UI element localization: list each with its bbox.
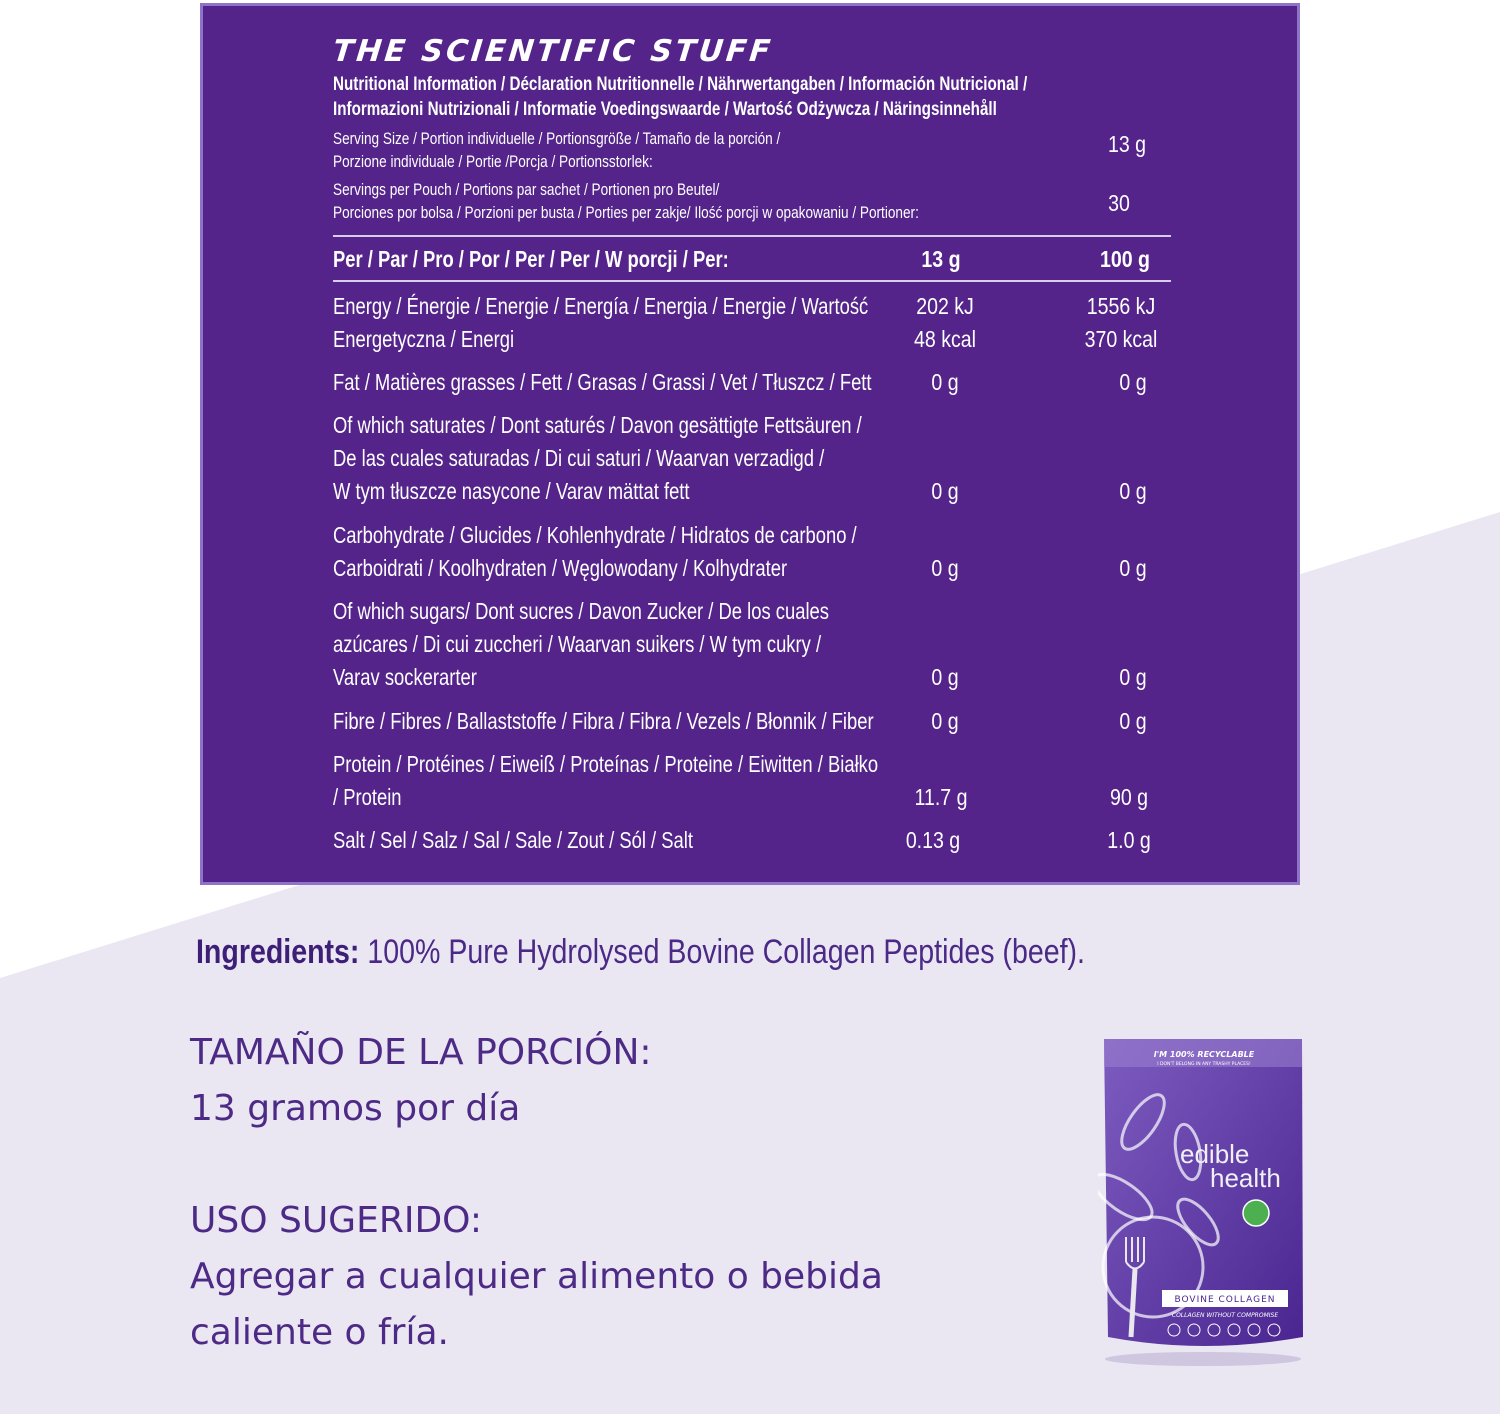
salt-label: Salt / Sel / Salz / Sal / Sale / Zout / Sól / Salt — [333, 827, 693, 853]
energy-kcal-13g: 48 kcal — [914, 326, 976, 352]
sugars-label-line2: azúcares / Di cui zuccheri / Waarvan suikers / W tym cukry / — [333, 631, 822, 657]
serving-size-value: 13 g — [1107, 131, 1147, 157]
sugars-13g: 0 g — [931, 664, 959, 690]
servings-per-pouch-label-line1: Servings per Pouch / Portions par sachet / Portionen pro Beutel/ — [333, 180, 720, 199]
saturates-label-line2: De las cuales saturadas / Di cui saturi / Waarvan verzadigd / — [333, 445, 825, 471]
usage-line1: Agregar a cualquier alimento o bebida — [190, 1256, 883, 1297]
sugars-100g: 0 g — [1119, 664, 1147, 690]
fibre-13g: 0 g — [931, 708, 959, 734]
saturates-13g: 0 g — [931, 478, 959, 504]
fat-13g: 0 g — [931, 369, 959, 395]
serving-heading: TAMAÑO DE LA PORCIÓN: — [190, 1032, 652, 1073]
energy-kcal-100g: 370 kcal — [1084, 326, 1158, 352]
ingredients-text: 100% Pure Hydrolysed Bovine Collagen Peptides (beef). — [367, 933, 1085, 971]
serving-text: 13 gramos por día — [190, 1088, 521, 1129]
pouch-brand-line2: health — [1210, 1163, 1281, 1193]
salt-100g: 1.0 g — [1107, 827, 1151, 853]
energy-kj-13g: 202 kJ — [916, 293, 974, 319]
servings-per-pouch-value: 30 — [1108, 190, 1130, 216]
nutrition-panel — [200, 3, 1300, 885]
carbohydrate-100g: 0 g — [1119, 555, 1147, 581]
column-header-100g: 100 g — [1099, 246, 1150, 272]
nutrition-heading-line1: Nutritional Information / Déclaration Nutritionnelle / Nährwertangaben / Información Nutricional / — [333, 74, 1028, 95]
fibre-100g: 0 g — [1119, 708, 1147, 734]
energy-kj-100g: 1556 kJ — [1086, 293, 1156, 319]
product-pouch-image — [1098, 1037, 1308, 1367]
fat-label: Fat / Matières grasses / Fett / Grasas / Grassi / Vet / Tłuszcz / Fett — [333, 369, 872, 395]
protein-100g: 90 g — [1109, 784, 1149, 810]
fibre-label: Fibre / Fibres / Ballaststoffe / Fibra / Fibra / Vezels / Błonnik / Fiber — [333, 708, 874, 734]
pouch-recyclable-subtext: I DON'T BELONG IN ANY TRASHY PLACES! — [1157, 1062, 1251, 1067]
energy-label-line2: Energetyczna / Energi — [333, 326, 515, 352]
pouch-product-name: BOVINE COLLAGEN — [1174, 1295, 1276, 1305]
salt-13g: 0.13 g — [905, 827, 961, 853]
divider-top — [333, 235, 1171, 237]
divider-header — [333, 280, 1171, 282]
pouch-brand-line1: edible — [1180, 1139, 1250, 1169]
carbohydrate-label-line1: Carbohydrate / Glucides / Kohlenhydrate / Hidratos de carbono / — [333, 522, 857, 548]
pouch-tagline: COLLAGEN WITHOUT COMPROMISE — [1171, 1312, 1279, 1319]
usage-line2: caliente o fría. — [190, 1312, 449, 1353]
ingredients-label: Ingredients: — [196, 933, 360, 971]
protein-label-line2: / Protein — [333, 784, 402, 810]
protein-label-line1: Protein / Protéines / Eiweiß / Proteínas / Proteine / Eiwitten / Białko — [333, 751, 879, 777]
nutrition-heading-line2: Informazioni Nutrizionali / Informatie Voedingswaarde / Wartość Odżywcza / Näringsinnehåll — [333, 99, 997, 120]
carbohydrate-13g: 0 g — [931, 555, 959, 581]
serving-size-label-line1: Serving Size / Portion individuelle / Portionsgröße / Tamaño de la porción / — [333, 129, 781, 148]
saturates-label-line1: Of which saturates / Dont saturés / Davon gesättigte Fettsäuren / — [333, 412, 862, 438]
sugars-label-line3: Varav sockerarter — [333, 664, 477, 690]
protein-13g: 11.7 g — [914, 784, 968, 810]
serving-size-label-line2: Porzione individuale / Portie /Porcja / Portionsstorlek: — [333, 152, 653, 171]
saturates-label-line3: W tym tłuszcze nasycone / Varav mättat fett — [333, 478, 690, 504]
pouch-recyclable-text: I'M 100% RECYCLABLE — [1153, 1050, 1255, 1059]
panel-title: THE SCIENTIFIC STUFF — [331, 34, 775, 69]
servings-per-pouch-label-line2: Porciones por bolsa / Porzioni per busta / Porties per zakje/ Ilość porcji w opakowaniu / Portioner: — [333, 203, 919, 222]
per-column-label: Per / Par / Pro / Por / Per / Per / W porcji / Per: — [333, 246, 729, 272]
column-header-13g: 13 g — [921, 246, 961, 272]
certification-badge-icon — [1243, 1200, 1269, 1226]
carbohydrate-label-line2: Carboidrati / Koolhydraten / Węglowodany / Kolhydrater — [333, 555, 788, 581]
saturates-100g: 0 g — [1119, 478, 1147, 504]
energy-label-line1: Energy / Énergie / Energie / Energía / Energia / Energie / Wartość — [333, 293, 869, 319]
ingredients-line — [196, 933, 1085, 972]
usage-heading: USO SUGERIDO: — [190, 1200, 483, 1241]
fat-100g: 0 g — [1119, 369, 1147, 395]
sugars-label-line1: Of which sugars/ Dont sucres / Davon Zucker / De los cuales — [333, 598, 829, 624]
